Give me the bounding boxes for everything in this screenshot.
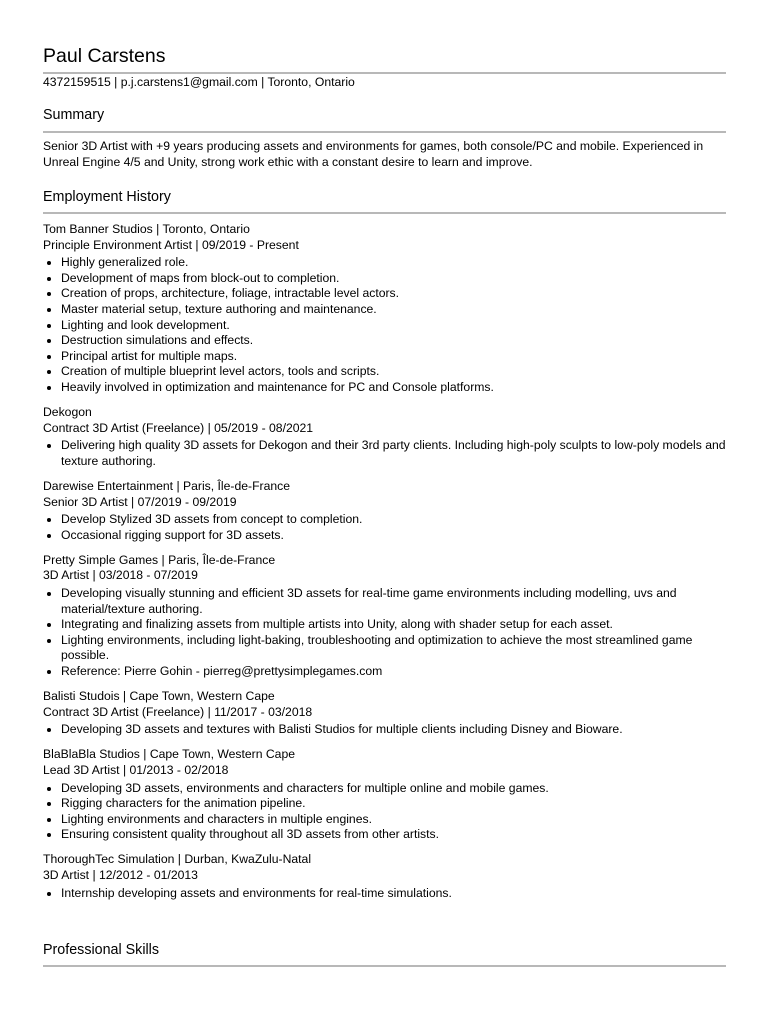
job-duty: Principal artist for multiple maps. [61,349,726,365]
job-role: Contract 3D Artist (Freelance) | 05/2019 - 08/2021 [43,420,314,435]
job-employer: Dekogon [43,405,92,420]
job-duty: Creation of props, architecture, foliage, intractable level actors. [61,286,726,302]
job-entry [43,405,726,469]
job-duties [43,512,726,543]
job-duty: Delivering high quality 3D assets for Dekogon and their 3rd party clients. Including high-poly sculpts to low-poly models and texture authoring. [61,438,726,468]
job-duty: Occasional rigging support for 3D assets. [61,528,726,544]
job-duty: Destruction simulations and effects. [61,333,726,349]
job-role: Contract 3D Artist (Freelance) | 11/2017 - 03/2018 [43,704,313,719]
job-duty: Development of maps from block-out to completion. [61,271,726,287]
job-duty: Integrating and finalizing assets from multiple artists into Unity, along with shader setup for each asset. [61,617,726,633]
job-duty: Ensuring consistent quality throughout all 3D assets from other artists. [61,827,726,843]
job-duties [43,255,726,395]
job-duty: Creation of multiple blueprint level actors, tools and scripts. [61,364,726,380]
job-entry [43,747,726,843]
job-duty: Rigging characters for the animation pipeline. [61,796,726,812]
job-duty: Developing visually stunning and efficient 3D assets for real-time game environments including modelling, uvs and material/texture authoring. [61,586,726,617]
job-duty: Developing 3D assets and textures with Balisti Studios for multiple clients including Disney and Bioware. [61,722,726,738]
job-duties [43,438,726,469]
job-duties [43,886,726,902]
job-role: 3D Artist | 12/2012 - 01/2013 [43,867,198,882]
job-duty: Internship developing assets and environments for real-time simulations. [61,886,726,902]
job-employer: ThoroughTec Simulation | Durban, KwaZulu-Natal [43,852,312,867]
job-duties [43,586,726,680]
skills-heading: Professional Skills [43,942,160,958]
job-entry [43,689,726,738]
job-role: Lead 3D Artist | 01/2013 - 02/2018 [43,762,229,777]
job-employer: Pretty Simple Games | Paris, Île-de-France [43,552,276,567]
job-employer: Tom Banner Studios | Toronto, Ontario [43,222,250,236]
job-duty: Heavily involved in optimization and maintenance for PC and Console platforms. [61,380,726,396]
employment-heading: Employment History [43,189,171,205]
header-divider [43,72,726,74]
job-role: 3D Artist | 03/2018 - 07/2019 [43,568,198,583]
job-duty: Develop Stylized 3D assets from concept to completion. [61,512,726,528]
contact-line: 4372159515 | p.j.carstens1@gmail.com | Toronto, Ontario [43,75,355,89]
job-duty: Lighting environments and characters in multiple engines. [61,812,726,828]
job-employer: Darewise Entertainment | Paris, Île-de-France [43,478,291,493]
summary-text: Senior 3D Artist with +9 years producing assets and environments for games, both console/PC and mobile. Experienced in Unreal Engine 4/5 and Unity, strong work ethic with a constant desire to learn and improve. [43,139,704,169]
job-duty: Lighting environments, including light-baking, troubleshooting and optimization to achieve the most streamlined game possible. [61,633,726,664]
job-role: Senior 3D Artist | 07/2019 - 09/2019 [43,494,237,509]
employment-list [43,222,726,911]
job-employer: Balisti Studois | Cape Town, Western Cape [43,689,275,704]
job-entry [43,479,726,543]
job-entry [43,553,726,680]
job-duties [43,781,726,843]
candidate-name: Paul Carstens [43,45,166,67]
job-duty: Reference: Pierre Gohin - pierreg@prettysimplegames.com [61,664,726,680]
job-entry [43,852,726,901]
summary-divider [43,131,726,133]
job-role: Principle Environment Artist | 09/2019 - Present [43,237,299,252]
skills-divider [43,965,726,967]
job-duties [43,722,726,738]
employment-divider [43,212,726,214]
job-duty: Lighting and look development. [61,318,726,334]
job-employer: BlaBlaBla Studios | Cape Town, Western Cape [43,747,296,762]
job-entry [43,222,726,396]
job-duty: Developing 3D assets, environments and characters for multiple online and mobile games. [61,781,726,797]
job-duty: Master material setup, texture authoring and maintenance. [61,302,726,318]
summary-heading: Summary [43,107,105,123]
job-duty: Highly generalized role. [61,255,726,271]
